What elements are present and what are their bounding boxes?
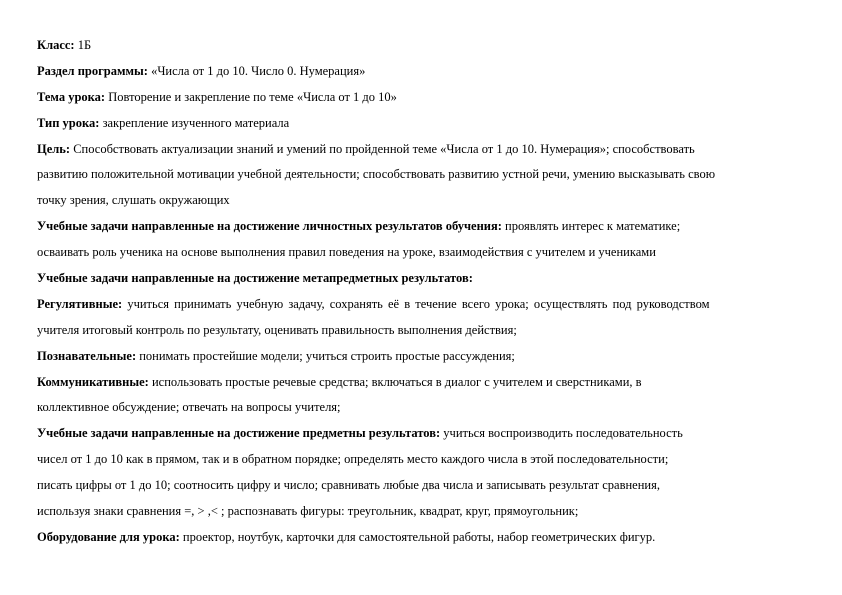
cognitive-line xyxy=(37,344,807,370)
subject-label: Учебные задачи направленные на достижение предметны результатов: xyxy=(37,426,441,441)
subject-line-3: писать цифры от 1 до 10; соотносить цифру и число; сравнивать любые два числа и записывать результат сравнения, xyxy=(37,478,660,493)
goal-line-1 xyxy=(37,137,807,163)
lesson-plan-document xyxy=(37,33,807,551)
section-label: Раздел программы: xyxy=(37,63,148,78)
section-line xyxy=(37,59,807,85)
communicative-line-2: коллективное обсуждение; отвечать на вопросы учителя; xyxy=(37,400,341,415)
class-value: 1Б xyxy=(74,38,92,52)
regulatory-label: Регулятивные: xyxy=(37,296,123,311)
class-line xyxy=(37,33,807,59)
regulatory-line-1 xyxy=(37,292,807,318)
communicative-line-1 xyxy=(37,370,807,396)
class-label: Класс: xyxy=(37,38,75,52)
type-value: закрепление изученного материала xyxy=(99,115,290,130)
type-line xyxy=(37,111,807,137)
topic-line xyxy=(37,85,807,111)
subject-line-2: чисел от 1 до 10 как в прямом, так и в обратном порядке; определять место каждого числа в этой последовательности; xyxy=(37,452,669,467)
regulatory-line-2: учителя итоговый контроль по результату, оценивать правильность выполнения действия; xyxy=(37,322,517,337)
equipment-line xyxy=(37,525,807,551)
meta-heading: Учебные задачи направленные на достижение метапредметных результатов: xyxy=(37,271,473,286)
personal-text-1: проявлять интерес к математике; xyxy=(501,219,681,234)
equipment-value: проектор, ноутбук, карточки для самостоятельной работы, набор геометрических фигур. xyxy=(179,529,656,544)
communicative-text-1: использовать простые речевые средства; включаться в диалог с учителем и сверстниками, в xyxy=(148,374,642,389)
goal-line-3: точку зрения, слушать окружающих xyxy=(37,193,230,208)
communicative-label: Коммуникативные: xyxy=(37,374,149,389)
goal-label: Цель: xyxy=(37,141,71,156)
personal-label: Учебные задачи направленные на достижение личностных результатов обучения: xyxy=(37,219,502,234)
type-label: Тип урока: xyxy=(37,115,100,130)
section-value: «Числа от 1 до 10. Число 0. Нумерация» xyxy=(147,63,366,78)
personal-line-2: осваивать роль ученика на основе выполнения правил поведения на уроке, взаимодействия с учителем и учениками xyxy=(37,245,656,260)
subject-text-1: учиться воспроизводить последовательность xyxy=(440,426,683,441)
subject-line-4: используя знаки сравнения =, > ,< ; распознавать фигуры: треугольник, квадрат, круг, прямоугольник; xyxy=(37,504,579,519)
subject-line-1 xyxy=(37,421,807,447)
cognitive-label: Познавательные: xyxy=(37,348,137,363)
equipment-label: Оборудование для урока: xyxy=(37,529,180,544)
cognitive-value: понимать простейшие модели; учиться строить простые рассуждения; xyxy=(136,348,515,363)
topic-value: Повторение и закрепление по теме «Числа от 1 до 10» xyxy=(105,89,397,104)
goal-text-1: Способствовать актуализации знаний и умений по пройденной теме «Числа от 1 до 10. Нумерация»; способствовать xyxy=(70,141,695,156)
personal-line-1 xyxy=(37,214,807,240)
topic-label: Тема урока: xyxy=(37,89,106,104)
goal-line-2: развитию положительной мотивации учебной деятельности; способствовать развитию устной речи, умению высказывать свою xyxy=(37,167,716,182)
regulatory-text-1: учиться принимать учебную задачу, сохранять её в течение всего урока; осуществлять под руководством xyxy=(122,296,710,311)
